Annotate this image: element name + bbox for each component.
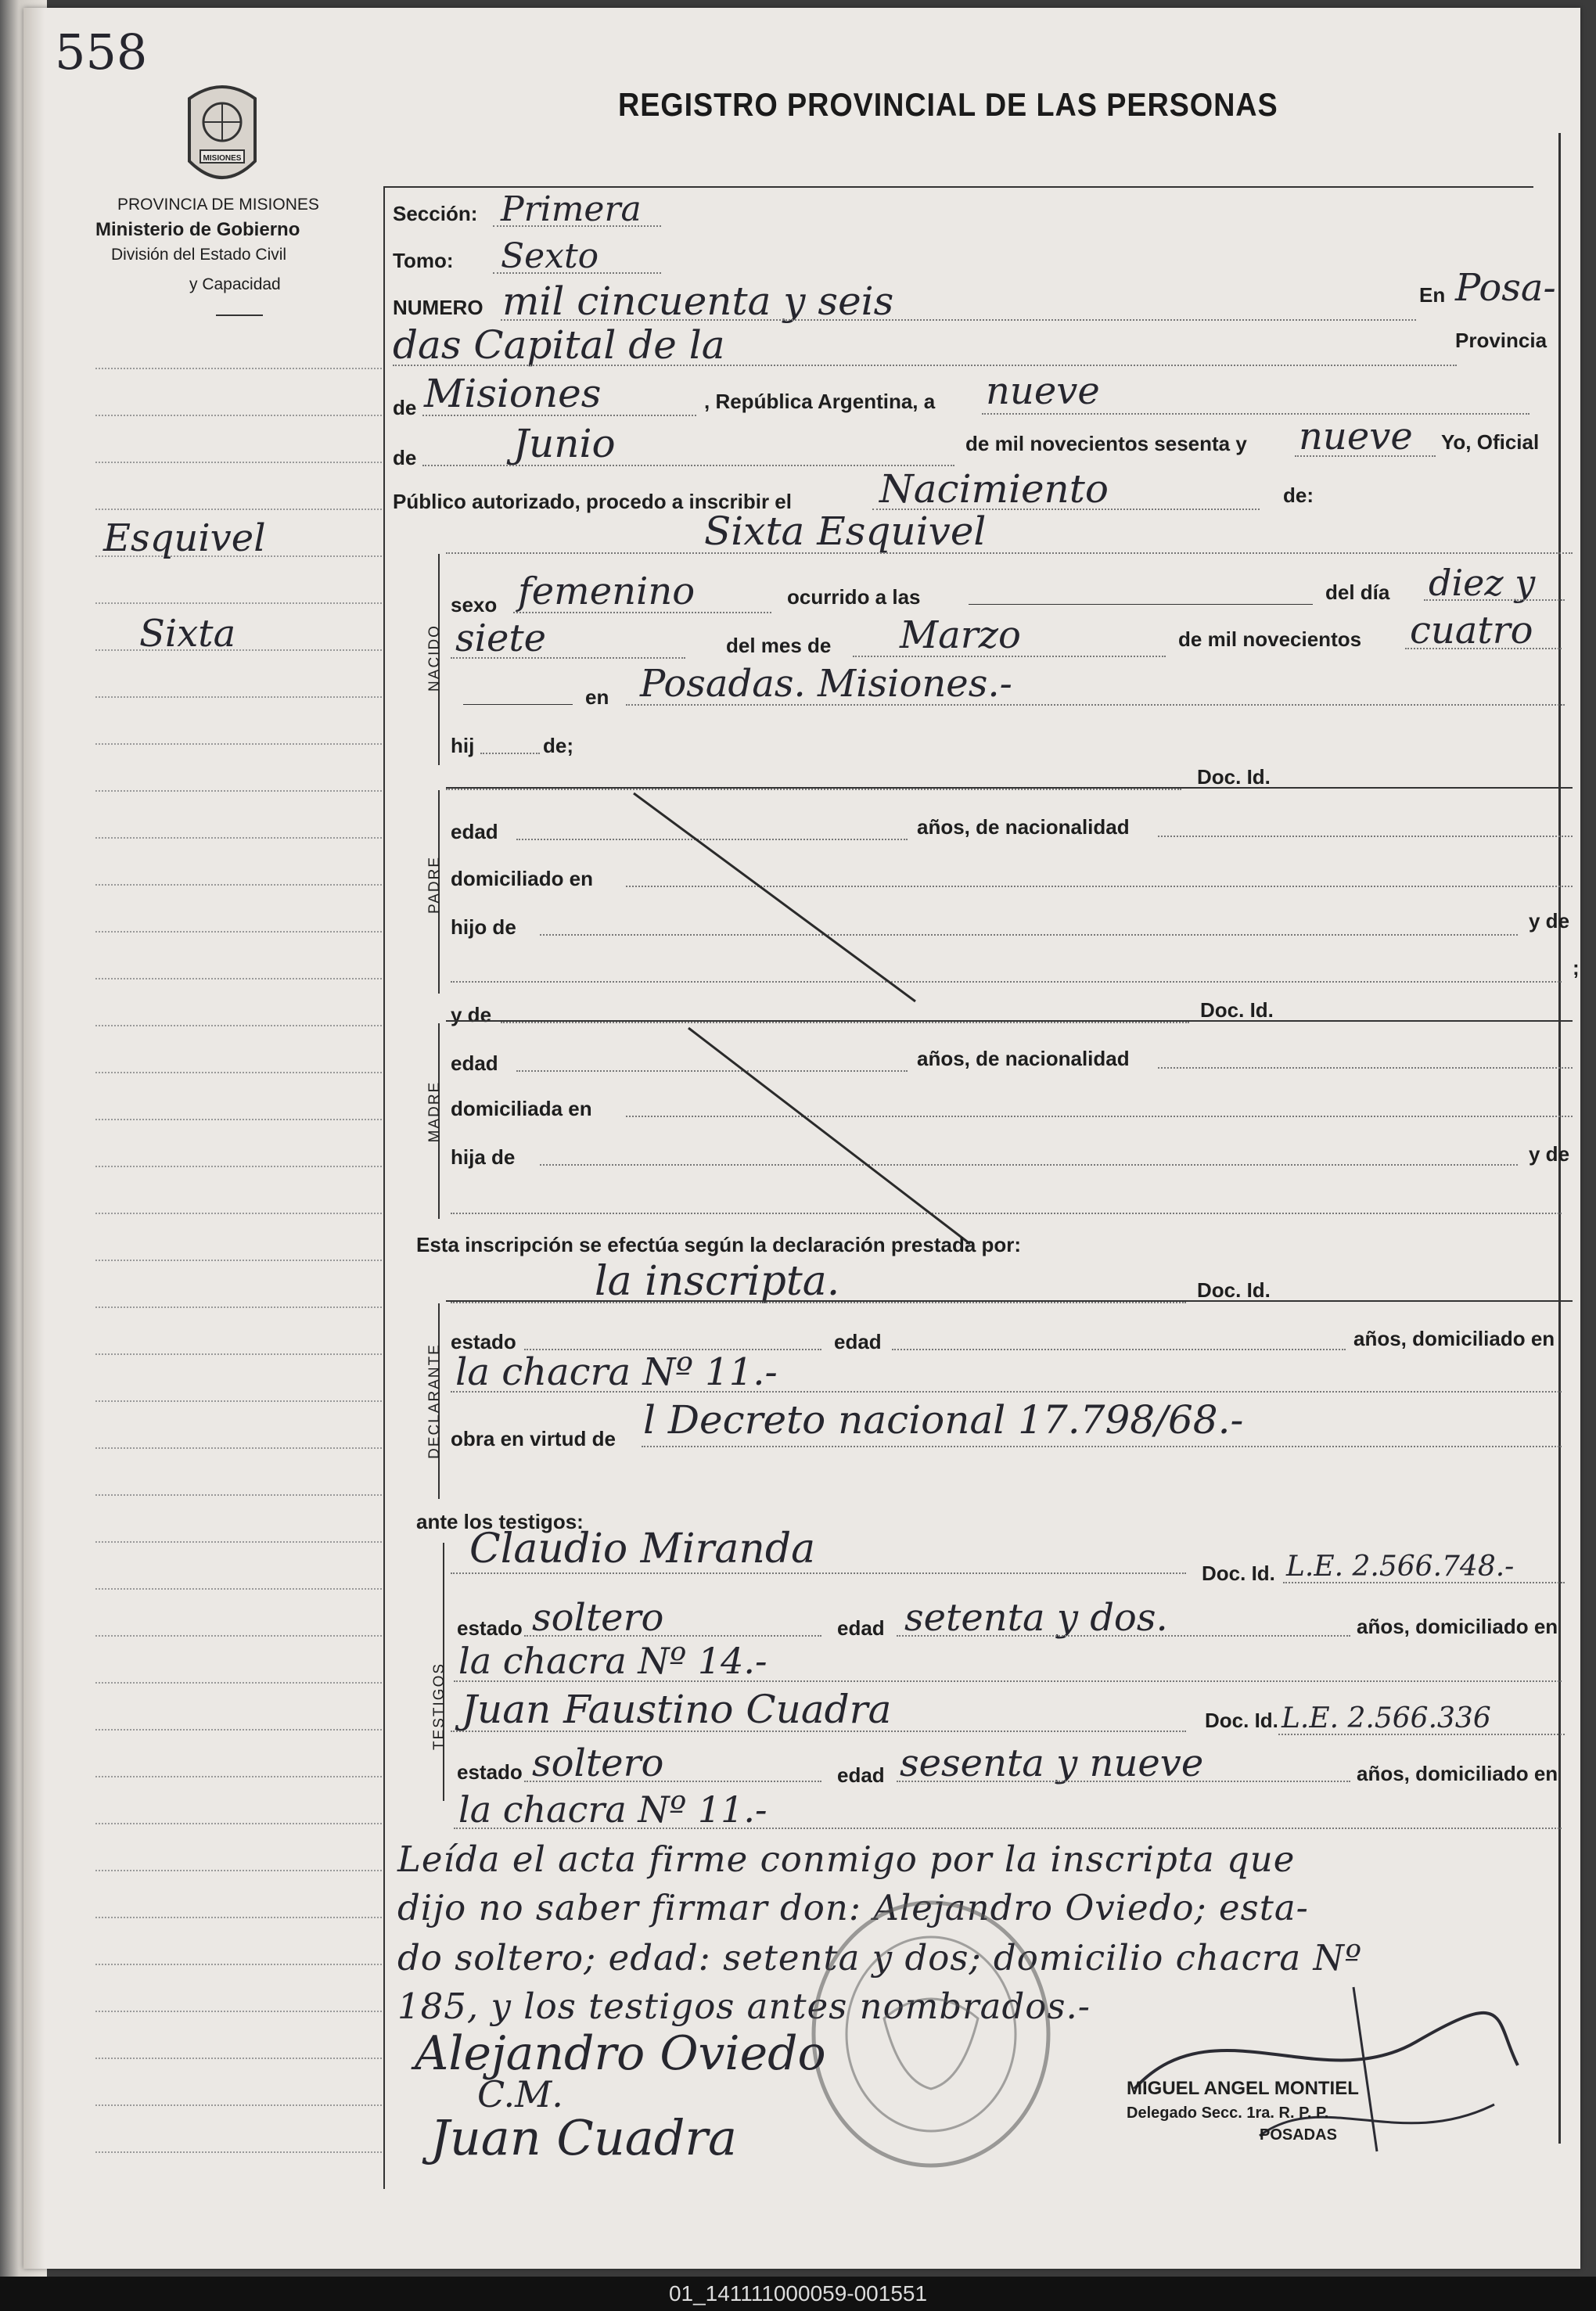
padre-strike-line [634,793,915,1001]
madre-edad-label: edad [451,1051,498,1075]
provincia-value: Misiones [424,371,602,416]
official-role: Delegado Secc. 1ra. R. P. P. [1127,2104,1329,2122]
registry-seal [806,1893,1064,2175]
margin-rule [95,2151,385,2153]
padre-semicolon: ; [1573,956,1580,979]
signature-initials: C.M. [477,2073,563,2115]
mes-value: Junio [513,421,616,466]
agency-ministry: Ministerio de Gobierno [95,219,300,240]
closing-line-2: dijo no saber firmar don: Alejandro Oviedo; esta- [397,1887,1309,1928]
madre-strike-line [688,1028,970,1244]
margin-rule [95,2058,385,2059]
section-declarante: DECLARANTE [426,1343,443,1459]
republica-label: , República Argentina, a [704,390,936,413]
madre-nac-label: años, de nacionalidad [917,1047,1130,1070]
crest-label: MISIONES [203,154,242,163]
testigo1-edad-label: edad [837,1616,885,1640]
numero-label: NUMERO [393,296,483,319]
page-number: 558 [55,23,148,81]
en-lower-label: en [585,685,609,709]
publico-label: Público autorizado, procedo a inscribir el [393,490,792,513]
margin-rule [95,1447,385,1449]
padre-yde-label: y de [1529,909,1570,933]
section-nacido: NACIDO [426,624,443,692]
padre-domicilio-label: domiciliado en [451,867,594,890]
obra-value: l Decreto nacional 17.798/68.- [643,1397,1244,1443]
tomo-value: Sexto [501,236,599,276]
margin-rule [95,2104,385,2106]
del-dia-label: del día [1325,580,1390,604]
official-name: MIGUEL ANGEL MONTIEL [1127,2078,1359,2099]
sexo-label: sexo [451,593,498,616]
seccion-value: Primera [501,189,642,229]
agency-capacity: y Capacidad [189,275,281,293]
margin-surname: Esquivel [103,516,266,560]
testigo2-edad-label: edad [837,1763,885,1787]
madre-doc-label: Doc. Id. [1200,998,1274,1022]
en-value-b: das Capital de la [393,322,725,368]
blank-strike-lines [23,8,1580,1338]
testigo2-doc-value: L.E. 2.566.336 [1281,1702,1491,1734]
margin-rule [95,1823,385,1824]
en-label: En [1419,283,1446,307]
mes-nac-value: Marzo [900,613,1021,657]
anio-value: nueve [1299,415,1413,458]
de-semicolon-label: de; [543,734,573,757]
declarante-edad-label: edad [834,1330,882,1353]
testigo2-estado-label: estado [457,1760,523,1784]
margin-rule [95,2011,385,2012]
declarante-estado-label: estado [451,1330,516,1353]
margin-given-name: Sixta [139,612,236,656]
testigo2-doc-label: Doc. Id. [1205,1709,1278,1732]
margin-rule [95,1776,385,1777]
lugar-nac-value: Posadas. Misiones.- [640,662,1012,706]
dia-value: nueve [986,369,1100,413]
tomo-label: Tomo: [393,249,454,272]
acto-value: Nacimiento [879,466,1109,512]
hij-label: hij [451,734,475,757]
signature-cuadra: Juan Cuadra [430,2109,738,2166]
signature-oviedo: Alejandro Oviedo [415,2026,826,2081]
closing-line-4: 185, y los testigos antes nombrados.- [397,1986,1091,2027]
archive-footer-id: 01_141111000059-001551 [0,2277,1596,2311]
del-mes-label: del mes de [726,634,832,657]
margin-rule [95,1635,385,1637]
madre-yde-label: y de [451,1003,492,1026]
de-mil-label: de mil novecientos sesenta y [965,432,1247,455]
testigo2-edad-value: sesenta y nueve [900,1741,1204,1785]
inscripcion-label: Esta inscripción se efectúa según la declaración prestada por: [416,1233,1022,1256]
inscribed-name: Sixta Esquivel [704,509,987,554]
padre-doc-label: Doc. Id. [1197,765,1271,789]
margin-rule [95,1917,385,1918]
testigo2-domicilio-value: la chacra Nº 11.- [458,1788,767,1831]
margin-rule [95,1541,385,1543]
margin-rule [95,1400,385,1402]
margin-rule [95,1870,385,1871]
testigo1-name: Claudio Miranda [469,1526,816,1572]
declarante-value: la inscripta. [595,1258,840,1305]
anio-nac-value: cuatro [1410,609,1533,652]
closing-line-3: do soltero; edad: setenta y dos; domicilio chacra Nº [397,1937,1363,1979]
testigo1-estado-value: soltero [532,1596,664,1640]
padre-edad-label: edad [451,820,498,843]
section-madre: MADRE [426,1080,443,1143]
testigo1-doc-value: L.E. 2.566.748.- [1286,1551,1515,1583]
provincia-label: Provincia [1455,329,1547,352]
section-padre: PADRE [426,855,443,915]
testigo2-domicilio-label: años, domiciliado en [1357,1762,1558,1785]
yo-oficial-label: Yo, Oficial [1441,430,1540,454]
numero-value: mil cincuenta y seis [502,279,894,324]
ocurrido-label: ocurrido a las [787,585,921,609]
de-colon-label: de: [1283,483,1314,507]
testigo2-estado-value: soltero [532,1741,664,1785]
record-page [23,8,1580,2269]
declarante-domicilio-label: años, domiciliado en [1353,1327,1555,1350]
de-label-1: de [393,396,417,419]
testigo2-name: Juan Faustino Cuadra [462,1687,892,1732]
de-mil-nov-label: de mil novecientos [1178,627,1362,651]
dia-nac-b: siete [455,616,547,660]
margin-rule [95,1353,385,1355]
margin-rule [95,1964,385,1965]
de-label-2: de [393,446,417,469]
dia-nac-a: diez y [1429,562,1536,604]
official-city: POSADAS [1260,2126,1337,2144]
section-testigos: TESTIGOS [431,1662,448,1751]
padre-nac-label: años, de nacionalidad [917,815,1130,839]
testigo1-estado-label: estado [457,1616,523,1640]
margin-rule [95,1494,385,1496]
testigo1-domicilio-label: años, domiciliado en [1357,1615,1558,1638]
margin-rule [95,1729,385,1731]
closing-line-1: Leída el acta firme conmigo por la inscripta que [397,1838,1296,1880]
seccion-label: Sección: [393,202,478,225]
margin-rule [95,1682,385,1684]
sexo-value: femenino [518,570,696,613]
testigo1-domicilio-value: la chacra Nº 14.- [458,1640,767,1682]
testigo1-doc-label: Doc. Id. [1202,1562,1275,1585]
madre-domicilio-label: domiciliada en [451,1097,592,1120]
agency-province: PROVINCIA DE MISIONES [117,196,319,214]
padre-hijo-label: hijo de [451,915,516,939]
declarante-domicilio-value: la chacra Nº 11.- [455,1350,778,1394]
declarante-doc-label: Doc. Id. [1197,1278,1271,1302]
page-title: REGISTRO PROVINCIAL DE LAS PERSONAS [618,86,1278,123]
agency-division: División del Estado Civil [111,246,287,264]
testigo1-edad-value: setenta y dos. [904,1596,1168,1640]
madre-yde2-label: y de [1529,1142,1570,1166]
obra-label: obra en virtud de [451,1427,616,1450]
en-value-a: Posa- [1455,266,1556,310]
ante-testigos-label: ante los testigos: [416,1510,584,1533]
madre-hija-label: hija de [451,1145,516,1169]
margin-rule [95,1588,385,1590]
